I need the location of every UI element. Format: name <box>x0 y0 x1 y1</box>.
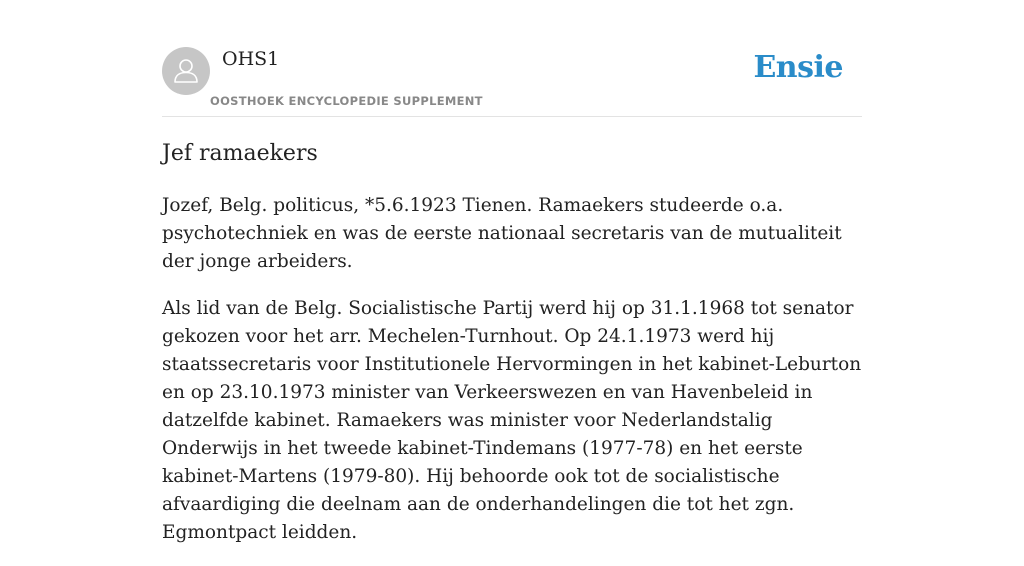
ensie-logo[interactable]: Ensie <box>753 50 843 85</box>
source-label: OOSTHOEK ENCYCLOPEDIE SUPPLEMENT <box>210 94 483 108</box>
article-paragraph: Als lid van de Belg. Socialistische Partij werd hij op 31.1.1968 tot senator gekozen voor het arr. Mechelen-Turnhout. Op 24.1.1973 werd hij staatssecretaris voor Institutionele Hervormingen in het kabinet-Leburton en op 23.10.1973 minister van Verkeerswezen en van Havenbeleid in datzelfde kabinet. Ramaekers was minister voor Nederlandstalig Onderwijs in het tweede kabinet-Tindemans (1977-78) en het eerste kabinet-Martens (1979-80). Hij behoorde ook tot de socialistische afvaardiging die deelnam aan de onderhandelingen die tot het zgn. Egmontpact leidden. <box>162 298 862 543</box>
article-header <box>162 47 862 117</box>
article-body <box>162 192 868 566</box>
article-paragraph: Jozef, Belg. politicus, *5.6.1923 Tienen. Ramaekers studeerde o.a. psychotechniek en was de eerste nationaal secretaris van de mutualiteit der jonge arbeiders. <box>162 195 842 272</box>
author-name[interactable]: OHS1 <box>222 48 280 70</box>
avatar[interactable] <box>162 47 210 95</box>
user-silhouette-icon <box>162 47 210 95</box>
page-title: Jef ramaekers <box>162 141 318 166</box>
